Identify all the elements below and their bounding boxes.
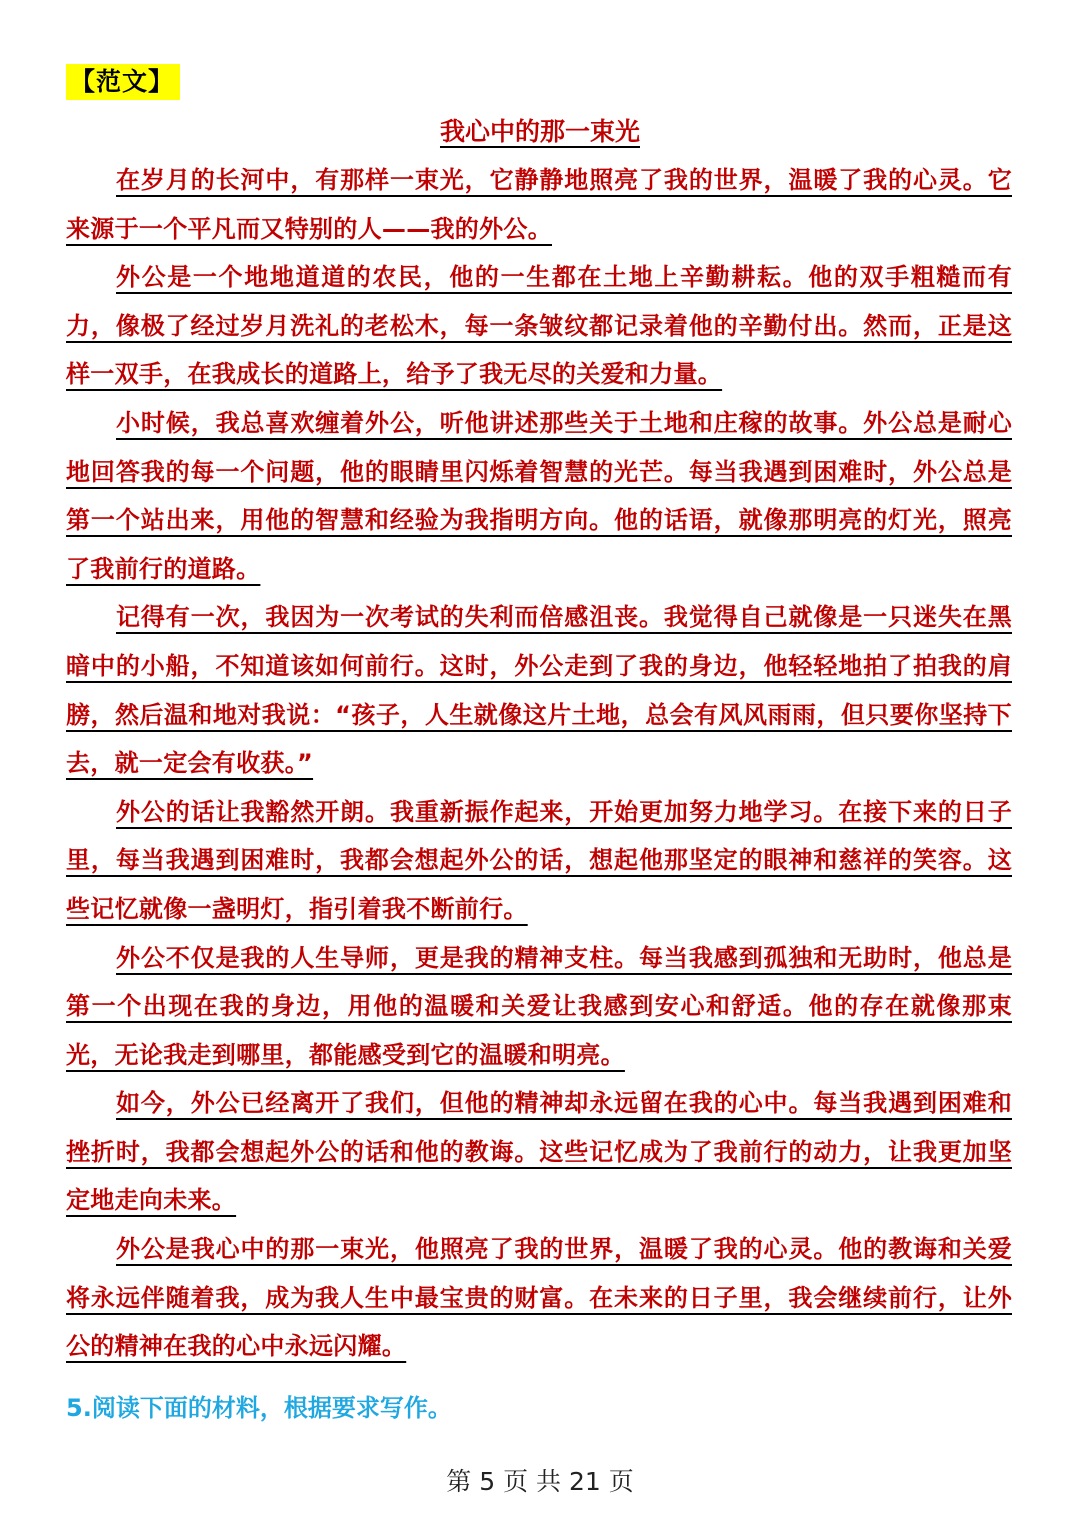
- essay-paragraph: 外公的话让我豁然开朗。我重新振作起来，开始更加努力地学习。在接下来的日子里，每当我遇到困难时，我都会想起外公的话，想起他那坚定的眼神和慈祥的笑容。这些记忆就像一盏明灯，指引着我不断前行。: [66, 797, 1012, 923]
- essay-body: [66, 156, 1012, 1371]
- essay-paragraph: 小时候，我总喜欢缠着外公，听他讲述那些关于土地和庄稼的故事。外公总是耐心地回答我的每一个问题，他的眼睛里闪烁着智慧的光芒。每当我遇到困难时，外公总是第一个站出来，用他的智慧和经验为我指明方向。他的话语，就像那明亮的灯光，照亮了我前行的道路。: [66, 408, 1012, 583]
- page-number: 第 5 页 共 21 页: [446, 1467, 634, 1496]
- essay-paragraph: 记得有一次，我因为一次考试的失利而倍感沮丧。我觉得自己就像是一只迷失在黑暗中的小船，不知道该如何前行。这时，外公走到了我的身边，他轻轻地拍了拍我的肩膀，然后温和地对我说：“孩子，人生就像这片土地，总会有风风雨雨，但只要你坚持下去，就一定会有收获。”: [66, 603, 1012, 778]
- essay-paragraph: 外公是我心中的那一束光，他照亮了我的世界，温暖了我的心灵。他的教诲和关爱将永远伴随着我，成为我人生中最宝贵的财富。在未来的日子里，我会继续前行，让外公的精神在我的心中永远闪耀。: [66, 1235, 1012, 1361]
- essay-paragraph: 如今，外公已经离开了我们，但他的精神却永远留在我的心中。每当我遇到困难和挫折时，我都会想起外公的话和他的教诲。这些记忆成为了我前行的动力，让我更加坚定地走向未来。: [66, 1089, 1012, 1215]
- essay-title-text: 我心中的那一束光: [439, 117, 640, 146]
- essay-paragraph: 外公是一个地地道道的农民，他的一生都在土地上辛勤耕耘。他的双手粗糙而有力，像极了经过岁月洗礼的老松木，每一条皱纹都记录着他的辛勤付出。然而，正是这样一双手，在我成长的道路上，给予了我无尽的关爱和力量。: [66, 263, 1012, 389]
- next-question-heading: 5.阅读下面的材料，根据要求写作。: [66, 1394, 452, 1422]
- model-essay-tag: 【范文】: [66, 64, 180, 100]
- essay-paragraph: 在岁月的长河中，有那样一束光，它静静地照亮了我的世界，温暖了我的心灵。它来源于一个平凡而又特别的人——我的外公。: [66, 166, 1012, 243]
- essay-title: [0, 112, 1080, 152]
- essay-paragraph: 外公不仅是我的人生导师，更是我的精神支柱。每当我感到孤独和无助时，他总是第一个出现在我的身边，用他的温暖和关爱让我感到安心和舒适。他的存在就像那束光，无论我走到哪里，都能感受到它的温暖和明亮。: [66, 943, 1012, 1069]
